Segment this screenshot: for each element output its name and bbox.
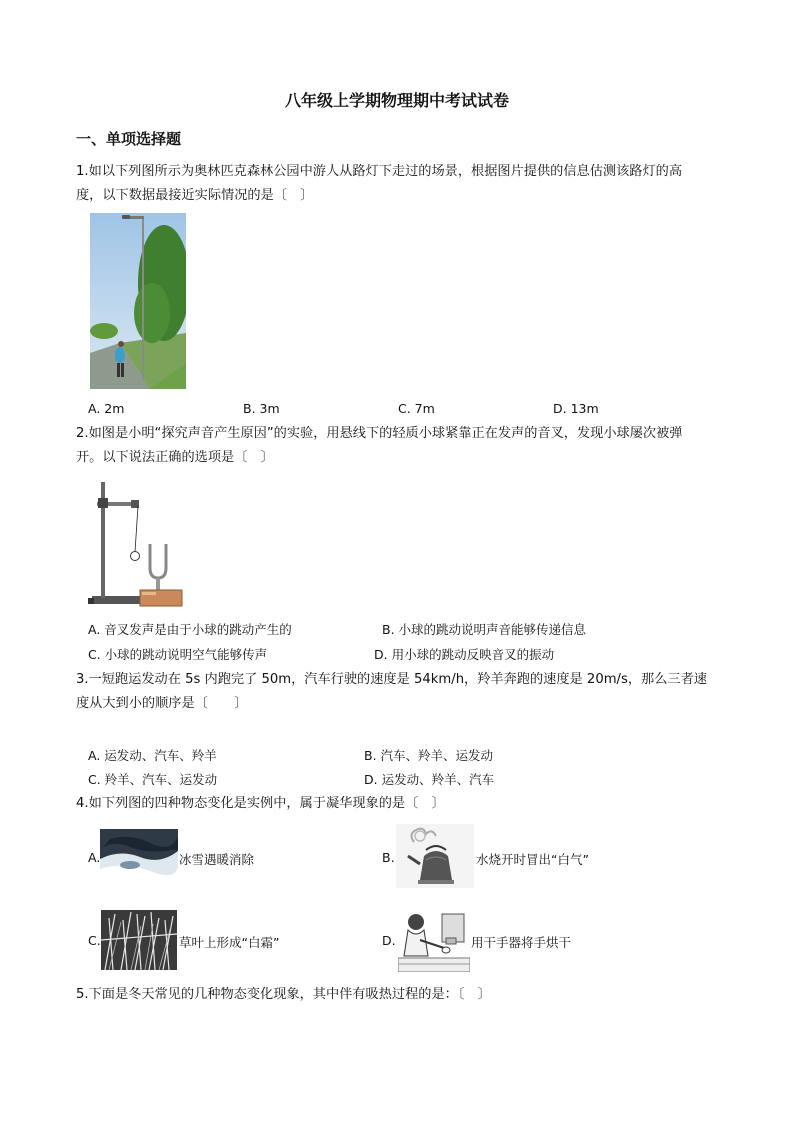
- section-heading: 一、单项选择题: [76, 130, 182, 148]
- q2-option-b: B. 小球的跳动说明声音能够传递信息: [382, 622, 587, 637]
- question-3-stem: [76, 668, 726, 716]
- hand-dryer-drawing: [398, 908, 470, 972]
- page-title: 八年级上学期物理期中考试试卷: [284, 91, 509, 110]
- question-5-line-1: 5.下面是冬天常见的几种物态变化现象，其中伴有吸热过程的是：〔 〕: [76, 987, 491, 1002]
- q3-option-b: B. 汽车、羚羊、运发动: [364, 748, 494, 763]
- q2-option-a: A. 音叉发声是由于小球的跳动产生的: [88, 622, 292, 637]
- question-2-line-2: 开。以下说法正确的选项是〔 〕: [76, 450, 274, 465]
- q1-option-c: C. 7m: [398, 401, 435, 416]
- q3-option-c: C. 羚羊、汽车、运发动: [88, 772, 218, 787]
- tuning-fork-apparatus: [88, 478, 184, 610]
- q4-option-b-text: 水烧开时冒出“白气”: [476, 852, 589, 867]
- q3-option-d: D. 运发动、羚羊、汽车: [364, 772, 495, 787]
- question-5-stem: [76, 983, 726, 1007]
- question-1-line-1: 1.如以下列图所示为奥林匹克森林公园中游人从路灯下走过的场景，根据图片提供的信息估测该路灯的高: [76, 164, 683, 179]
- q2-option-d: D. 用小球的跳动反映音叉的振动: [374, 647, 555, 662]
- q4-option-a-letter: A.: [88, 850, 101, 865]
- question-2-line-1: 2.如图是小明“探究声音产生原因”的实验，用悬线下的轻质小球紧靠正在发声的音叉，发现小球屡次被弹: [76, 426, 683, 441]
- question-3-line-2: 度从大到小的顺序是〔 〕: [76, 696, 248, 711]
- q4-option-d-letter: D.: [382, 933, 396, 948]
- q1-option-d: D. 13m: [553, 401, 599, 416]
- q4-option-b-letter: B.: [382, 850, 395, 865]
- question-3-line-1: 3.一短跑运发动在 5s 内跑完了 50m，汽车行驶的速度是 54km/h，羚羊奔跑的速度是 20m/s，那么三者速: [76, 672, 707, 687]
- question-1-line-2: 度，以下数据最接近实际情况的是〔 〕: [76, 188, 314, 203]
- frost-grass-photo: [101, 910, 177, 970]
- question-4-stem: [76, 792, 726, 816]
- kettle-steam-photo: [396, 824, 474, 888]
- melting-ice-photo: [100, 829, 178, 885]
- q4-option-a-text: 冰雪遇暖消除: [179, 852, 255, 867]
- q1-option-a: A. 2m: [88, 401, 125, 416]
- q4-option-c-text: 草叶上形成“白霜”: [179, 935, 280, 950]
- q1-option-b: B. 3m: [243, 401, 280, 416]
- q4-option-c-letter: C.: [88, 933, 101, 948]
- q4-option-d-text: 用干手器将手烘干: [471, 935, 572, 950]
- question-1-stem: [76, 160, 726, 208]
- question-4-line-1: 4.如下列图的四种物态变化是实例中，属于凝华现象的是〔 〕: [76, 796, 445, 811]
- streetlamp-photo: [90, 213, 186, 389]
- q2-option-c: C. 小球的跳动说明空气能够传声: [88, 647, 268, 662]
- q3-option-a: A. 运发动、汽车、羚羊: [88, 748, 217, 763]
- question-2-stem: [76, 422, 726, 470]
